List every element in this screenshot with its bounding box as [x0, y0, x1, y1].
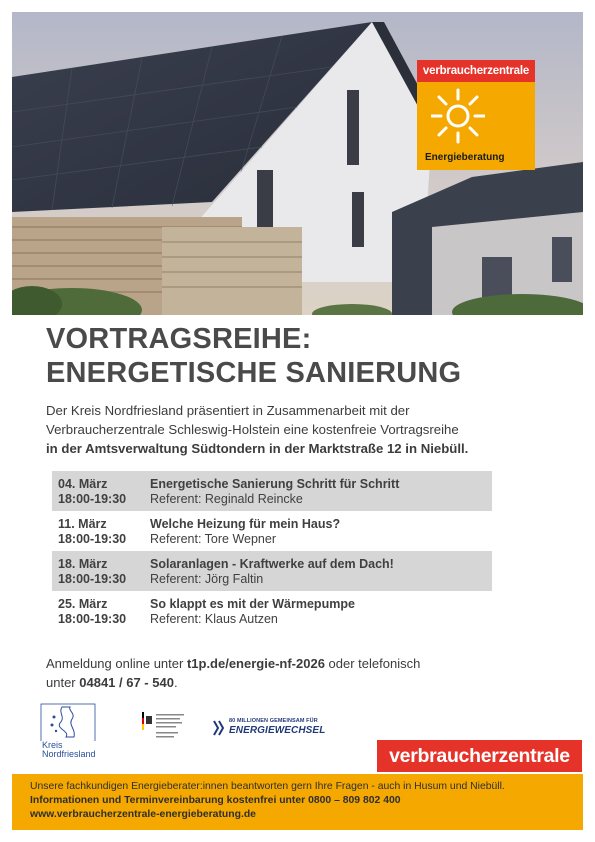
intro-text [46, 401, 556, 458]
event-row [52, 511, 492, 551]
kreis-label-line-1: Kreis [42, 740, 63, 750]
registration-suffix: . [173, 675, 178, 690]
event-time: 18:00-19:30 [58, 612, 127, 626]
event-schedule [52, 471, 492, 631]
footer-website-link[interactable]: www.verbraucherzentrale-energieberatung.de [30, 809, 256, 820]
event-date: 11. März [58, 517, 107, 531]
title-line-1: VORTRAGSREIHE: [46, 323, 312, 355]
energiewechsel-line-2: ENERGIEWECHSEL [229, 725, 326, 736]
event-speaker: Referent: Reginald Reincke [150, 492, 303, 506]
event-time: 18:00-19:30 [58, 572, 127, 586]
logo-brand-text: verbraucherzentrale [417, 60, 535, 82]
federal-eagle-icon [140, 710, 190, 750]
event-time: 18:00-19:30 [58, 492, 127, 506]
registration-line-1 [46, 654, 556, 673]
federal-ministry-logo [140, 710, 190, 750]
registration-line2-prefix: unter [46, 675, 80, 690]
energiewechsel-logo [213, 716, 343, 738]
event-topic: So klappt es mit der Wärmepumpe [150, 597, 355, 611]
registration-phone[interactable]: 04841 / 67 - 540 [79, 675, 174, 690]
event-speaker: Referent: Tore Wepner [150, 532, 276, 546]
event-topic: Welche Heizung für mein Haus? [150, 517, 341, 531]
sun-icon [431, 86, 485, 146]
registration-link[interactable]: t1p.de/energie-nf-2026 [186, 656, 325, 671]
intro-line-1: Der Kreis Nordfriesland präsentiert in Zusammenarbeit mit der [46, 403, 410, 418]
event-topic: Energetische Sanierung Schritt für Schritt [150, 477, 400, 491]
footer-line-1: Unsere fachkundigen Energieberater:innen beantworten gern Ihre Fragen - auch in Husum und Niebüll. [30, 781, 505, 792]
kreis-map-icon [40, 703, 96, 741]
energiewechsel-icon [213, 719, 227, 737]
event-date: 25. März [58, 597, 108, 611]
event-row [52, 591, 492, 631]
event-date: 18. März [58, 557, 108, 571]
logo-subtitle: Energieberatung [425, 152, 505, 163]
event-time: 18:00-19:30 [58, 532, 127, 546]
verbraucherzentrale-energieberatung-logo [417, 60, 535, 170]
registration-prefix: Anmeldung online unter [46, 656, 187, 671]
energiewechsel-line-1: 80 MILLIONEN GEMEINSAM FÜR [229, 718, 318, 724]
kreis-label-line-2: Nordfriesland [42, 749, 96, 759]
event-speaker: Referent: Jörg Faltin [150, 572, 264, 586]
registration-middle: oder telefonisch [324, 656, 421, 671]
intro-line-3: in der Amtsverwaltung Südtondern in der Marktstraße 12 in Niebüll. [46, 441, 469, 456]
footer-line-2: Informationen und Terminvereinbarung kostenfrei unter 0800 – 809 802 400 [30, 795, 401, 806]
page-title [46, 322, 461, 390]
footer-bar [12, 774, 583, 830]
event-row [52, 471, 492, 511]
event-date: 04. März [58, 477, 108, 491]
intro-line-2: Verbraucherzentrale Schleswig-Holstein eine kostenfreie Vortragsreihe [46, 422, 459, 437]
registration-line-2 [46, 673, 556, 692]
kreis-nordfriesland-logo [40, 703, 96, 757]
verbraucherzentrale-banner: verbraucherzentrale [377, 740, 582, 772]
title-line-2: ENERGETISCHE SANIERUNG [46, 357, 462, 389]
event-speaker: Referent: Klaus Autzen [150, 612, 278, 626]
event-row [52, 551, 492, 591]
event-topic: Solaranlagen - Kraftwerke auf dem Dach! [150, 557, 394, 571]
registration-info [46, 654, 556, 692]
